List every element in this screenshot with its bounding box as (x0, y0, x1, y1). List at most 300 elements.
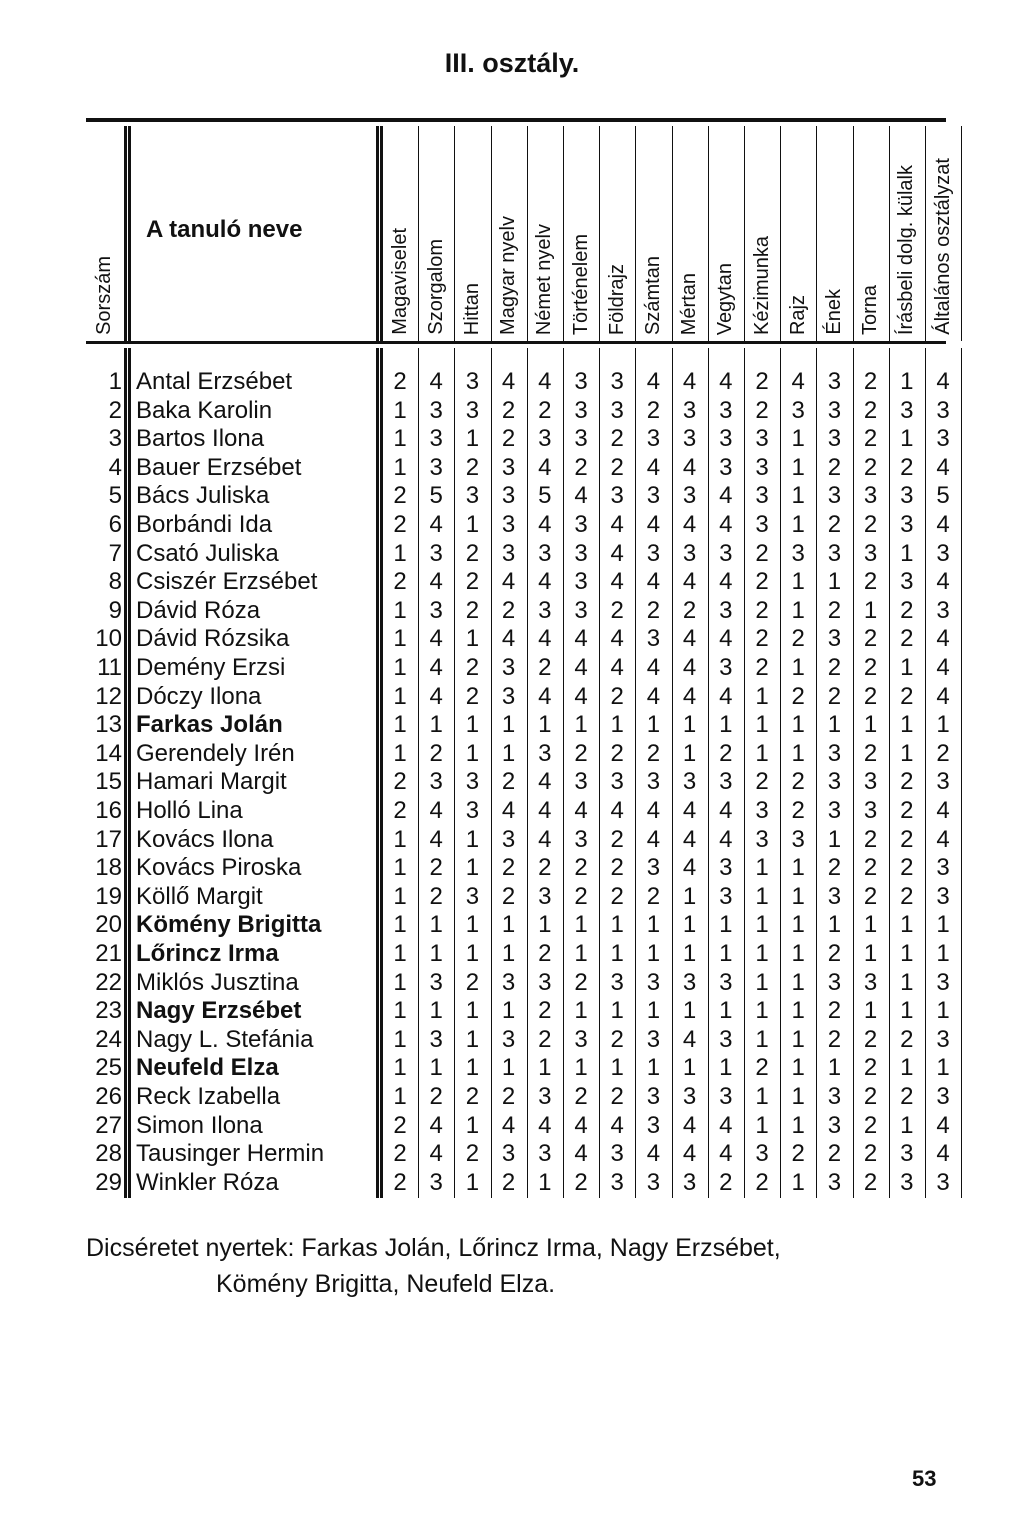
grade-cell: 3 (936, 425, 950, 453)
grade-cell: 3 (465, 768, 480, 796)
grade-cell: 3 (429, 425, 443, 453)
grade-cell: 2 (719, 739, 733, 767)
grade-cell: 1 (574, 1054, 588, 1082)
grade-cell: 1 (791, 1168, 805, 1196)
grade-cell: 1 (393, 596, 407, 624)
grade-cell: 1 (682, 1054, 697, 1082)
grade-cell: 3 (863, 482, 878, 510)
subject-column-header (599, 126, 635, 341)
grade-cell: 3 (646, 539, 661, 567)
grade-cell: 4 (936, 797, 950, 824)
grade-cell: 1 (465, 511, 480, 538)
grade-cell: 5 (936, 482, 950, 510)
student-name: Lőrincz Irma (136, 940, 279, 967)
grade-cell: 1 (646, 911, 661, 939)
grade-cell: 4 (538, 511, 552, 538)
grade-cell: 3 (827, 768, 842, 796)
grade-cell: 1 (646, 997, 661, 1025)
number-header-label: Sorszám (92, 256, 115, 335)
grade-cell: 2 (610, 1083, 624, 1110)
row-number: 19 (95, 882, 122, 910)
grade-cell: 1 (501, 711, 516, 739)
grade-cell: 3 (719, 1025, 733, 1053)
grade-cell: 2 (393, 368, 407, 395)
grade-cell: 1 (501, 940, 516, 967)
grade-cell: 2 (538, 396, 552, 424)
grade-cell: 3 (538, 1083, 552, 1110)
grade-cell: 1 (863, 596, 878, 624)
grade-cell: 1 (501, 997, 516, 1025)
subject-header-label: Mértan (678, 272, 701, 335)
table-row (86, 768, 950, 797)
grade-cell: 2 (429, 739, 443, 767)
row-number: 22 (95, 968, 122, 996)
grade-cell: 2 (755, 539, 769, 567)
grade-cell: 3 (501, 825, 516, 853)
grade-cell: 1 (393, 968, 407, 996)
grade-cell: 3 (719, 1083, 733, 1110)
student-name: Nagy Erzsébet (136, 997, 302, 1025)
grade-cell: 3 (936, 596, 950, 624)
grade-cell: 2 (827, 1140, 842, 1168)
grade-cell: 1 (936, 997, 950, 1025)
grade-cell: 1 (465, 425, 480, 453)
grade-cell: 3 (863, 539, 878, 567)
number-column-header (86, 126, 122, 341)
grade-cell: 3 (574, 396, 588, 424)
row-number: 23 (95, 997, 122, 1025)
grade-cell: 3 (538, 596, 552, 624)
grade-cell: 2 (501, 882, 516, 910)
grade-cell: 3 (501, 539, 516, 567)
grade-cell: 1 (936, 911, 950, 939)
grade-cell: 3 (501, 654, 516, 681)
grade-cell: 2 (574, 739, 588, 767)
grade-cell: 1 (791, 997, 805, 1025)
grade-cell: 2 (574, 1168, 588, 1196)
grade-cell: 2 (465, 596, 480, 624)
row-number: 21 (95, 940, 122, 967)
grade-cell: 1 (863, 911, 878, 939)
grade-cell: 3 (429, 453, 443, 481)
grade-cell: 2 (501, 854, 516, 882)
grade-cell: 1 (900, 911, 914, 939)
table-row (86, 911, 950, 940)
grade-cell: 3 (791, 825, 805, 853)
grade-cell: 2 (465, 539, 480, 567)
grade-cell: 4 (682, 682, 697, 710)
row-number: 13 (95, 711, 122, 739)
subject-column-header (853, 126, 889, 341)
grade-cell: 2 (827, 596, 842, 624)
subject-header-label: Írásbeli dolg. külalk (895, 164, 918, 335)
grade-cell: 1 (393, 882, 407, 910)
grade-cell: 3 (538, 968, 552, 996)
student-name: Holló Lina (136, 797, 243, 824)
table-row (86, 797, 950, 826)
grade-cell: 3 (827, 396, 842, 424)
row-number: 15 (95, 768, 122, 796)
grade-cell: 3 (827, 739, 842, 767)
grade-cell: 4 (936, 568, 950, 596)
grade-cell: 3 (501, 1140, 516, 1168)
grade-cell: 1 (755, 940, 769, 967)
grade-cell: 1 (719, 940, 733, 967)
row-number: 10 (95, 625, 122, 653)
grade-cell: 3 (936, 968, 950, 996)
table-row (86, 453, 950, 483)
subject-column-header (925, 126, 961, 341)
table-row (86, 425, 950, 454)
row-number: 14 (95, 739, 122, 767)
grade-cell: 2 (863, 654, 878, 681)
page-number: 53 (912, 1466, 937, 1491)
grade-cell: 2 (863, 568, 878, 596)
grade-cell: 4 (791, 368, 805, 395)
grade-cell: 2 (393, 511, 407, 538)
grade-cell: 4 (682, 797, 697, 824)
grade-cell: 1 (574, 997, 588, 1025)
grade-cell: 1 (393, 654, 407, 681)
grade-cell: 1 (538, 1054, 552, 1082)
student-name: Baka Karolin (136, 396, 273, 424)
grade-cell: 1 (900, 1054, 914, 1082)
grade-cell: 4 (646, 825, 661, 853)
grade-cell: 1 (465, 825, 480, 853)
grade-cell: 4 (501, 368, 516, 395)
row-number: 5 (108, 482, 122, 510)
grade-cell: 1 (755, 997, 769, 1025)
grade-cell: 4 (682, 654, 697, 681)
row-number: 8 (108, 568, 122, 596)
table-row (86, 1083, 950, 1112)
grade-cell: 4 (936, 511, 950, 538)
grade-cell: 1 (574, 711, 588, 739)
student-name: Dávid Róza (136, 596, 261, 624)
grade-cell: 3 (755, 425, 769, 453)
subject-column-header (418, 126, 454, 341)
grade-cell: 2 (900, 682, 914, 710)
grade-cell: 2 (863, 368, 878, 395)
grade-cell: 4 (646, 511, 661, 538)
grade-cell: 2 (682, 596, 697, 624)
grade-cell: 2 (827, 1025, 842, 1053)
student-name: Dóczy Ilona (136, 682, 262, 710)
grade-cell: 2 (574, 1083, 588, 1110)
table-row (86, 568, 950, 597)
grade-cell: 4 (429, 682, 443, 710)
grade-cell: 4 (682, 368, 697, 395)
grade-cell: 4 (719, 482, 733, 510)
grade-cell: 3 (900, 1140, 914, 1168)
grade-cell: 3 (538, 1140, 552, 1168)
grade-cell: 3 (646, 768, 661, 796)
subject-header-label: Német nyelv (533, 223, 556, 335)
grade-cell: 1 (393, 997, 407, 1025)
grade-cell: 4 (538, 768, 552, 796)
grade-cell: 2 (863, 511, 878, 538)
grade-cell: 2 (900, 1025, 914, 1053)
grade-cell: 4 (429, 625, 443, 653)
grade-cell: 1 (393, 911, 407, 939)
table-row (86, 997, 950, 1026)
grade-cell: 2 (863, 625, 878, 653)
grade-cell: 4 (574, 654, 588, 681)
table-row (86, 1054, 950, 1083)
grade-cell: 1 (791, 596, 805, 624)
grade-cell: 3 (827, 539, 842, 567)
grade-cell: 4 (610, 568, 624, 596)
grade-cell: 2 (755, 1054, 769, 1082)
grade-cell: 3 (646, 968, 661, 996)
grade-cell: 5 (538, 482, 552, 510)
grade-cell: 1 (465, 625, 480, 653)
table-row (86, 1111, 950, 1141)
subject-header-label: Rajz (786, 294, 809, 335)
grade-cell: 4 (719, 1111, 733, 1139)
grade-cell: 1 (791, 882, 805, 910)
grade-cell: 4 (646, 682, 661, 710)
grade-cell: 3 (538, 539, 552, 567)
row-number: 11 (97, 654, 122, 681)
grade-cell: 3 (936, 1083, 950, 1110)
grade-cell: 1 (501, 739, 516, 767)
grade-cell: 3 (719, 854, 733, 882)
subject-header-label: Számtan (641, 256, 664, 335)
grade-cell: 4 (538, 453, 552, 481)
grade-cell: 2 (429, 1083, 443, 1110)
grade-cell: 3 (501, 682, 516, 710)
student-name: Bács Juliska (136, 482, 270, 510)
grade-cell: 2 (755, 625, 769, 653)
grade-cell: 1 (465, 854, 480, 882)
grade-cell: 1 (429, 1054, 443, 1082)
subject-header-label: Hittan (460, 282, 483, 335)
grade-cell: 1 (682, 711, 697, 739)
grade-cell: 2 (610, 453, 624, 481)
grade-cell: 4 (574, 625, 588, 653)
grade-cell: 3 (827, 368, 842, 395)
grade-cell: 1 (429, 940, 443, 967)
grade-cell: 1 (610, 997, 624, 1025)
row-number: 24 (95, 1025, 122, 1053)
grade-cell: 1 (827, 911, 842, 939)
grade-cell: 3 (501, 453, 516, 481)
grade-cell: 4 (538, 1111, 552, 1139)
grade-cell: 4 (936, 1111, 950, 1139)
grade-cell: 3 (538, 425, 552, 453)
grade-cell: 3 (755, 797, 769, 824)
row-number: 3 (108, 425, 122, 453)
grade-cell: 5 (429, 482, 443, 510)
student-name: Tausinger Hermin (136, 1140, 325, 1168)
grade-cell: 2 (610, 682, 624, 710)
grade-cell: 2 (610, 596, 624, 624)
grade-cell: 1 (791, 940, 805, 967)
grade-cell: 2 (465, 968, 480, 996)
subject-column-header (527, 126, 563, 341)
grade-cell: 3 (827, 625, 842, 653)
grade-cell: 1 (719, 711, 733, 739)
grade-cell: 4 (429, 654, 443, 681)
grade-cell: 4 (610, 654, 624, 681)
grade-cell: 1 (682, 739, 697, 767)
grade-cell: 2 (465, 1083, 480, 1110)
subject-column-header (816, 126, 852, 341)
grade-cell: 3 (610, 968, 624, 996)
grade-cell: 4 (682, 568, 697, 596)
grade-cell: 4 (501, 1111, 516, 1139)
grade-cell: 4 (538, 682, 552, 710)
grade-cell: 1 (393, 396, 407, 424)
grade-cell: 2 (501, 1168, 516, 1196)
grade-cell: 4 (719, 797, 733, 824)
grade-cell: 3 (574, 539, 588, 567)
student-name: Neufeld Elza (136, 1054, 279, 1082)
grade-cell: 4 (429, 511, 443, 538)
table-row (86, 511, 950, 540)
grade-cell: 1 (646, 1054, 661, 1082)
grade-cell: 1 (900, 368, 914, 395)
grade-cell: 3 (682, 768, 697, 796)
grade-cell: 3 (610, 1140, 624, 1168)
grade-cell: 3 (646, 1111, 661, 1139)
grade-cell: 3 (646, 425, 661, 453)
grade-cell: 1 (827, 825, 842, 853)
grade-cell: 1 (393, 625, 407, 653)
grade-cell: 3 (574, 596, 588, 624)
grade-cell: 3 (574, 425, 588, 453)
grade-cell: 2 (538, 654, 552, 681)
grade-cell: 3 (719, 768, 733, 796)
grade-cell: 3 (610, 368, 624, 395)
grade-cell: 3 (465, 482, 480, 510)
grade-cell: 1 (827, 711, 842, 739)
grade-cell: 3 (719, 968, 733, 996)
grade-cell: 3 (755, 453, 769, 481)
grade-cell: 1 (791, 654, 805, 681)
row-number: 25 (95, 1054, 122, 1082)
table-row (86, 625, 950, 654)
name-column-header: A tanuló neve (146, 216, 303, 243)
grade-cell: 3 (936, 882, 950, 910)
grade-cell: 3 (936, 768, 950, 796)
grade-cell: 4 (719, 825, 733, 853)
grade-cell: 1 (501, 911, 516, 939)
grade-cell: 1 (574, 940, 588, 967)
subject-header-label: Ének (822, 289, 845, 335)
subject-header-label: Kézimunka (750, 236, 773, 335)
commendation-line-2: Kömény Brigitta, Neufeld Elza. (216, 1270, 556, 1298)
grade-cell: 3 (538, 882, 552, 910)
grade-cell: 1 (393, 1054, 407, 1082)
grade-cell: 1 (393, 854, 407, 882)
grade-cell: 1 (501, 1054, 516, 1082)
grade-cell: 1 (755, 1025, 769, 1053)
grade-cell: 4 (538, 825, 552, 853)
grade-cell: 2 (863, 882, 878, 910)
grade-cell: 2 (538, 940, 552, 967)
grade-cell: 4 (646, 568, 661, 596)
grade-cell: 2 (863, 682, 878, 710)
row-number: 20 (95, 911, 122, 939)
grade-cell: 1 (465, 1168, 480, 1196)
grade-cell: 3 (791, 396, 805, 424)
grade-cell: 2 (900, 1083, 914, 1110)
grade-cell: 3 (610, 1168, 624, 1196)
grade-cell: 1 (900, 425, 914, 453)
grade-cell: 2 (827, 511, 842, 538)
grade-cell: 1 (393, 739, 407, 767)
grade-cell: 3 (429, 1025, 443, 1053)
grade-cell: 4 (936, 453, 950, 481)
grade-cell: 1 (465, 739, 480, 767)
grade-cell: 4 (610, 1111, 624, 1139)
table-row (86, 654, 950, 683)
grade-cell: 2 (393, 1111, 407, 1139)
grade-cell: 2 (827, 654, 842, 681)
grade-cell: 1 (791, 453, 805, 481)
row-number: 2 (108, 396, 122, 424)
grade-cell: 3 (936, 1168, 950, 1196)
student-name: Csató Juliska (136, 539, 279, 567)
row-number: 29 (95, 1168, 122, 1196)
grade-cell: 2 (574, 968, 588, 996)
grade-cell: 1 (465, 1111, 480, 1139)
grade-cell: 1 (755, 911, 769, 939)
grade-cell: 4 (646, 453, 661, 481)
grade-cell: 4 (936, 625, 950, 653)
grade-cell: 1 (465, 911, 480, 939)
grade-cell: 2 (755, 654, 769, 681)
grade-cell: 2 (501, 1083, 516, 1110)
table-row (86, 739, 950, 769)
grade-cell: 3 (682, 396, 697, 424)
grade-cell: 4 (646, 1140, 661, 1168)
row-number: 28 (95, 1140, 122, 1168)
page-title: III. osztály. (444, 48, 580, 78)
grade-cell: 3 (936, 396, 950, 424)
student-name: Winkler Róza (136, 1168, 279, 1196)
grade-cell: 3 (574, 1025, 588, 1053)
grade-cell: 1 (393, 453, 407, 481)
grade-cell: 4 (429, 368, 443, 395)
grade-cell: 3 (682, 482, 697, 510)
table-row (86, 940, 950, 969)
table-top-rule (86, 118, 946, 122)
grade-cell: 2 (538, 997, 552, 1025)
grade-cell: 1 (429, 711, 443, 739)
grade-cell: 1 (646, 940, 661, 967)
grade-cell: 3 (610, 768, 624, 796)
grade-cell: 2 (863, 396, 878, 424)
grade-cell: 2 (827, 453, 842, 481)
grade-cell: 1 (755, 739, 769, 767)
grade-cell: 3 (465, 797, 480, 824)
grade-cell: 2 (863, 1111, 878, 1139)
grade-cell: 2 (393, 768, 407, 796)
grade-cell: 1 (900, 1111, 914, 1139)
row-number: 16 (95, 797, 122, 824)
grade-cell: 3 (719, 654, 733, 681)
grade-cell: 1 (429, 911, 443, 939)
grade-cell: 2 (755, 768, 769, 796)
subject-column-header (780, 126, 816, 341)
grade-cell: 1 (574, 911, 588, 939)
grade-cell: 2 (863, 1083, 878, 1110)
grade-cell: 4 (610, 797, 624, 824)
grade-cell: 4 (646, 654, 661, 681)
